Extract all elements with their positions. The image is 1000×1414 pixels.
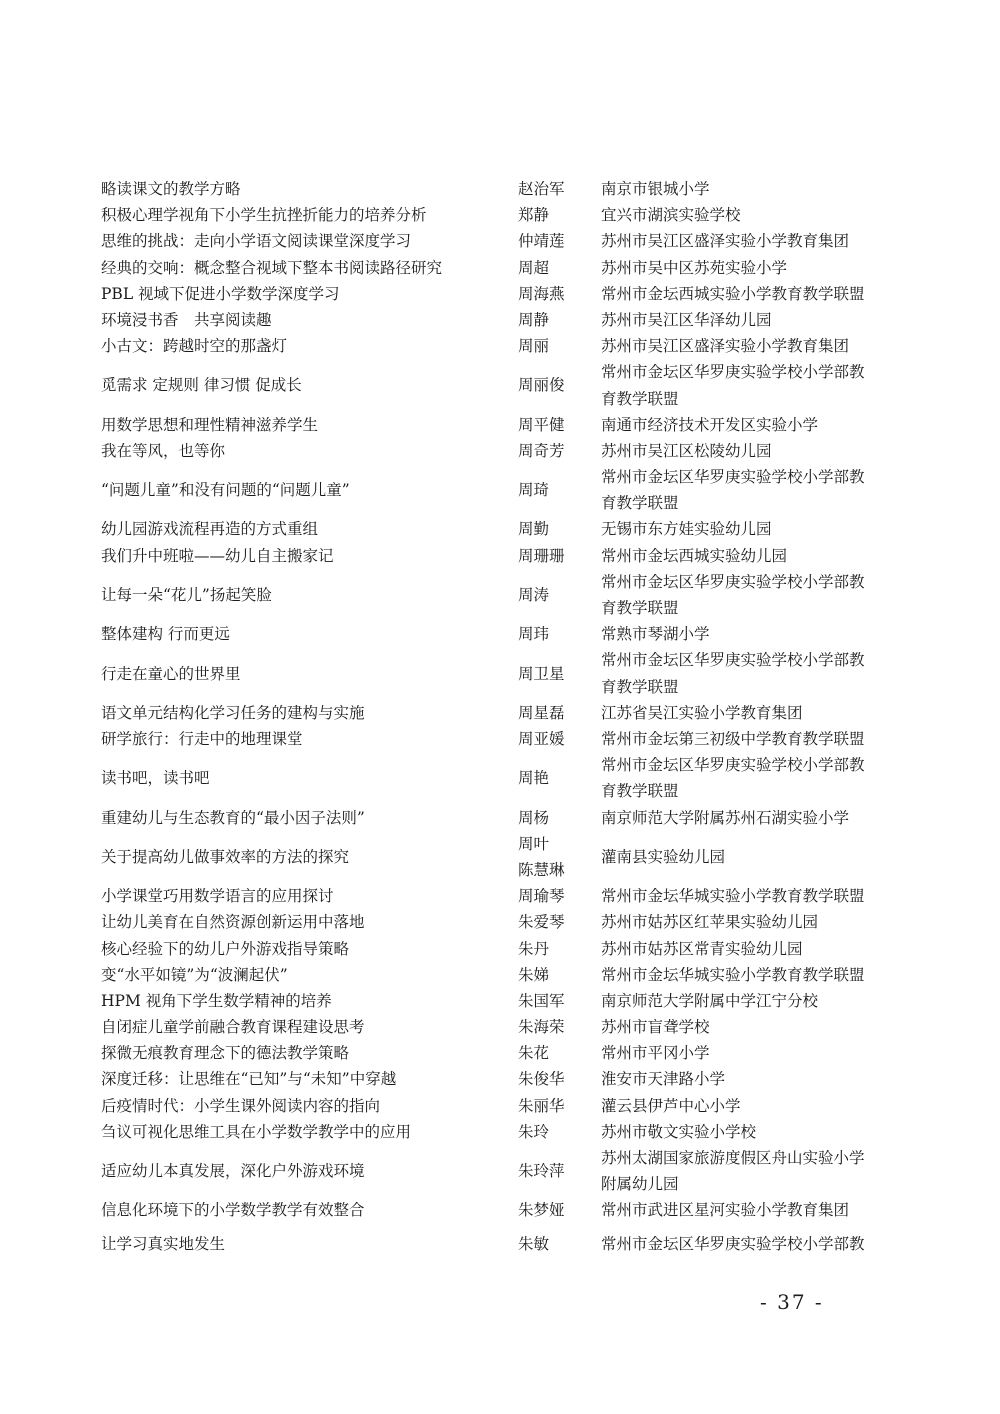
table-row — [101, 1197, 871, 1223]
paper-title: 后疫情时代：小学生课外阅读内容的指向 — [101, 1096, 381, 1115]
author-unit: 苏州市敬文实验小学校 — [601, 1122, 757, 1141]
author-unit: 苏州市姑苏区常青实验幼儿园 — [601, 939, 803, 958]
table-row — [101, 412, 871, 438]
author-name: 朱国军 — [518, 991, 565, 1010]
author-unit: 江苏省吴江实验小学教育集团 — [601, 703, 803, 722]
author-name: 朱海荣 — [518, 1018, 565, 1037]
paper-title: 刍议可视化思维工具在小学数学教学中的应用 — [101, 1122, 412, 1141]
author-unit: 常州市金坛西城实验小学教育教学联盟 — [601, 284, 865, 303]
table-row — [101, 516, 871, 542]
author-name: 赵治军 — [518, 180, 565, 198]
author-name: 周星磊 — [518, 703, 565, 722]
author-name: 仲靖莲 — [518, 232, 565, 251]
table-row — [101, 1066, 871, 1092]
table-row — [101, 988, 871, 1014]
table-row — [101, 909, 871, 935]
author-unit: 宜兴市湖滨实验学校 — [601, 206, 741, 225]
paper-title: “问题儿童”和没有问题的“问题儿童” — [101, 481, 350, 500]
paper-title: 关于提高幼儿做事效率的方法的探究 — [101, 847, 350, 866]
author-unit: 苏州市盲聋学校 — [601, 1018, 710, 1037]
author-unit: 常州市金坛区华罗庚实验学校小学部教 — [601, 1234, 865, 1253]
author-unit: 常州市平冈小学 — [601, 1044, 710, 1063]
table-row — [101, 1145, 871, 1197]
author-unit: 灌云县伊芦中心小学 — [601, 1096, 741, 1115]
award-list-table — [101, 176, 871, 1264]
author-name: 周平健 — [518, 415, 565, 434]
author-unit: 苏州市姑苏区红苹果实验幼儿园 — [601, 913, 819, 932]
paper-title: 读书吧，读书吧 — [101, 769, 210, 788]
author-unit: 常州市金坛西城实验幼儿园 — [601, 546, 788, 565]
author-names — [518, 831, 601, 883]
paper-title: 小学课堂巧用数学语言的应用探讨 — [101, 887, 334, 906]
author-unit: 常州市金坛区华罗庚实验学校小学部教育教学联盟 — [601, 572, 865, 618]
table-row — [101, 883, 871, 909]
author-name: 周珊珊 — [518, 546, 565, 565]
author-name: 周海燕 — [518, 284, 565, 303]
author-name: 周静 — [518, 310, 550, 329]
paper-title: 让学习真实地发生 — [101, 1234, 226, 1253]
paper-title: 我在等风，也等你 — [101, 441, 226, 460]
paper-title: HPM 视角下学生数学精神的培养 — [101, 991, 332, 1010]
table-row — [101, 1093, 871, 1119]
table-row — [101, 255, 871, 281]
paper-title: 变“水平如镜”为“波澜起伏” — [101, 965, 288, 984]
author-unit: 常州市金坛区华罗庚实验学校小学部教育教学联盟 — [601, 756, 865, 801]
table-row — [101, 936, 871, 962]
table-row — [101, 333, 871, 359]
author-unit: 常州市金坛第三初级中学教育教学联盟 — [601, 730, 865, 748]
table-row — [101, 1224, 871, 1264]
author-name: 周卫星 — [518, 664, 565, 683]
author-name: 周杨 — [518, 808, 550, 827]
author-unit: 淮安市天津路小学 — [601, 1070, 726, 1089]
paper-title: 觅需求 定规则 律习惯 促成长 — [101, 376, 302, 395]
paper-title: 重建幼儿与生态教育的“最小因子法则” — [101, 808, 365, 827]
page-number: - 37 - — [760, 1290, 824, 1314]
author-name: 周瑜琴 — [518, 887, 565, 906]
author-unit: 南京师范大学附属中学江宁分校 — [601, 991, 819, 1010]
author-name: 周亚媛 — [518, 730, 565, 748]
author-unit: 灌南县实验幼儿园 — [601, 847, 726, 866]
author-unit: 苏州市吴江区盛泽实验小学教育集团 — [601, 232, 850, 251]
paper-title: 行走在童心的世界里 — [101, 664, 241, 683]
author-unit: 南京市银城小学 — [601, 180, 710, 198]
table-row — [101, 621, 871, 647]
author-unit: 常州市金坛华城实验小学教育教学联盟 — [601, 887, 865, 906]
author-name: 郑静 — [518, 206, 550, 225]
author-name: 周玮 — [518, 625, 550, 644]
paper-title: 小古文：跨越时空的那盏灯 — [101, 337, 288, 356]
author-name: 朱丽华 — [518, 1096, 565, 1115]
table-row — [101, 831, 871, 883]
author-name: 周丽俊 — [518, 376, 565, 395]
paper-title: 适应幼儿本真发展，深化户外游戏环境 — [101, 1162, 365, 1181]
author-name: 朱花 — [518, 1044, 550, 1063]
author-unit: 常州市武进区星河实验小学教育集团 — [601, 1201, 850, 1220]
author-name: 朱玲萍 — [518, 1162, 565, 1181]
author-name: 朱玲 — [518, 1122, 550, 1141]
paper-title: 语文单元结构化学习任务的建构与实施 — [101, 703, 365, 722]
paper-title: PBL 视域下促进小学数学深度学习 — [101, 284, 340, 303]
paper-title: 思维的挑战：走向小学语文阅读课堂深度学习 — [101, 232, 412, 251]
author-name: 朱爱琴 — [518, 913, 565, 932]
table-row — [101, 464, 871, 516]
author-name: 朱敏 — [518, 1234, 550, 1253]
author-unit: 常州市金坛华城实验小学教育教学联盟 — [601, 965, 865, 984]
paper-title: 让幼儿美育在自然资源创新运用中落地 — [101, 913, 365, 932]
table-row — [101, 805, 871, 831]
author-name: 周艳 — [518, 769, 550, 788]
author-name: 周涛 — [518, 585, 550, 604]
paper-title: 让每一朵“花儿”扬起笑脸 — [101, 585, 272, 604]
table-row — [101, 307, 871, 333]
author-name: 朱丹 — [518, 939, 550, 958]
table-row — [101, 438, 871, 464]
table-row — [101, 1014, 871, 1040]
author-unit: 苏州市吴江区松陵幼儿园 — [601, 441, 772, 460]
author-unit: 南京师范大学附属苏州石湖实验小学 — [601, 808, 850, 827]
author-unit: 无锡市东方娃实验幼儿园 — [601, 520, 772, 539]
table-row — [101, 700, 871, 726]
author-name: 周勤 — [518, 520, 550, 539]
author-name: 朱娣 — [518, 965, 550, 984]
paper-title: 信息化环境下的小学数学教学有效整合 — [101, 1201, 365, 1220]
paper-title: 环境浸书香 共享阅读趣 — [101, 310, 272, 329]
paper-title: 探微无痕教育理念下的德法教学策略 — [101, 1044, 350, 1063]
table-row — [101, 176, 871, 202]
author-unit: 苏州市吴江区盛泽实验小学教育集团 — [601, 337, 850, 356]
author-unit: 南通市经济技术开发区实验小学 — [601, 415, 819, 434]
table-row — [101, 647, 871, 699]
author-unit: 苏州太湖国家旅游度假区舟山实验小学附属幼儿园 — [601, 1149, 865, 1194]
table-row — [101, 569, 871, 621]
paper-title: 用数学思想和理性精神滋养学生 — [101, 415, 319, 434]
author-unit: 苏州市吴中区苏苑实验小学 — [601, 258, 788, 277]
table-row — [101, 726, 871, 752]
table-row — [101, 962, 871, 988]
author-name: 朱梦娅 — [518, 1201, 565, 1220]
paper-title: 整体建构 行而更远 — [101, 625, 230, 644]
author-name: 周丽 — [518, 337, 550, 356]
co-author-name: 陈慧琳 — [518, 860, 565, 879]
table-row — [101, 1119, 871, 1145]
author-unit: 常州市金坛区华罗庚实验学校小学部教育教学联盟 — [601, 468, 865, 513]
author-name: 周叶 — [518, 834, 550, 853]
paper-title: 我们升中班啦——幼儿自主搬家记 — [101, 546, 334, 565]
paper-title: 幼儿园游戏流程再造的方式重组 — [101, 520, 319, 539]
author-name: 周奇芳 — [518, 441, 565, 460]
table-row — [101, 228, 871, 254]
paper-title: 积极心理学视角下小学生抗挫折能力的培养分析 — [101, 206, 427, 225]
author-name: 朱俊华 — [518, 1070, 565, 1089]
table-row — [101, 1040, 871, 1066]
table-row — [101, 752, 871, 804]
paper-title: 经典的交响：概念整合视域下整本书阅读路径研究 — [101, 258, 443, 277]
table-row — [101, 281, 871, 307]
paper-title: 研学旅行：行走中的地理课堂 — [101, 730, 303, 748]
paper-title: 略读课文的教学方略 — [101, 180, 241, 198]
author-unit: 常州市金坛区华罗庚实验学校小学部教育教学联盟 — [601, 651, 865, 696]
paper-title: 深度迁移：让思维在“已知”与“未知”中穿越 — [101, 1070, 397, 1089]
table-row — [101, 359, 871, 411]
author-unit: 常州市金坛区华罗庚实验学校小学部教育教学联盟 — [601, 363, 865, 408]
author-name: 周超 — [518, 258, 550, 277]
author-unit: 常熟市琴湖小学 — [601, 625, 710, 644]
paper-title: 自闭症儿童学前融合教育课程建设思考 — [101, 1018, 365, 1037]
table-row — [101, 543, 871, 569]
paper-title: 核心经验下的幼儿户外游戏指导策略 — [101, 939, 350, 958]
author-name: 周琦 — [518, 481, 550, 500]
table-row — [101, 202, 871, 228]
author-unit: 苏州市吴江区华泽幼儿园 — [601, 310, 772, 329]
